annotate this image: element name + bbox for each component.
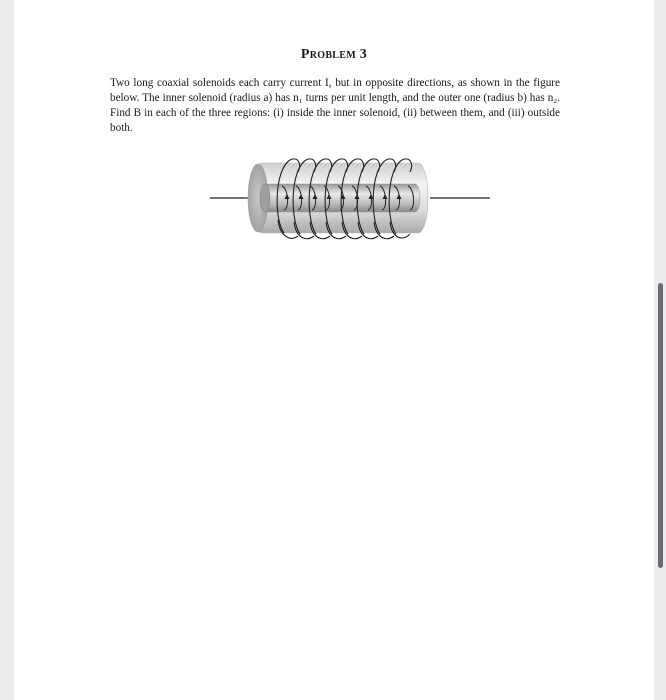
document-page	[14, 0, 654, 700]
problem-title-text: Problem 3	[300, 47, 368, 62]
problem-title	[14, 47, 654, 63]
problem-statement: Two long coaxial solenoids each carry current I, but in opposite directions, as shown in the figure below. The inner solenoid (radius a) has n₁ turns per unit length, and the outer one (radius b) has n₂. Find B in each of the three regions: (i) inside the inner solenoid, (ii) between them, and (iii) outside both.	[110, 77, 560, 134]
vertical-scrollbar[interactable]	[658, 283, 663, 568]
inner-end-cap	[260, 184, 270, 212]
coaxial-solenoids-figure	[194, 150, 494, 250]
